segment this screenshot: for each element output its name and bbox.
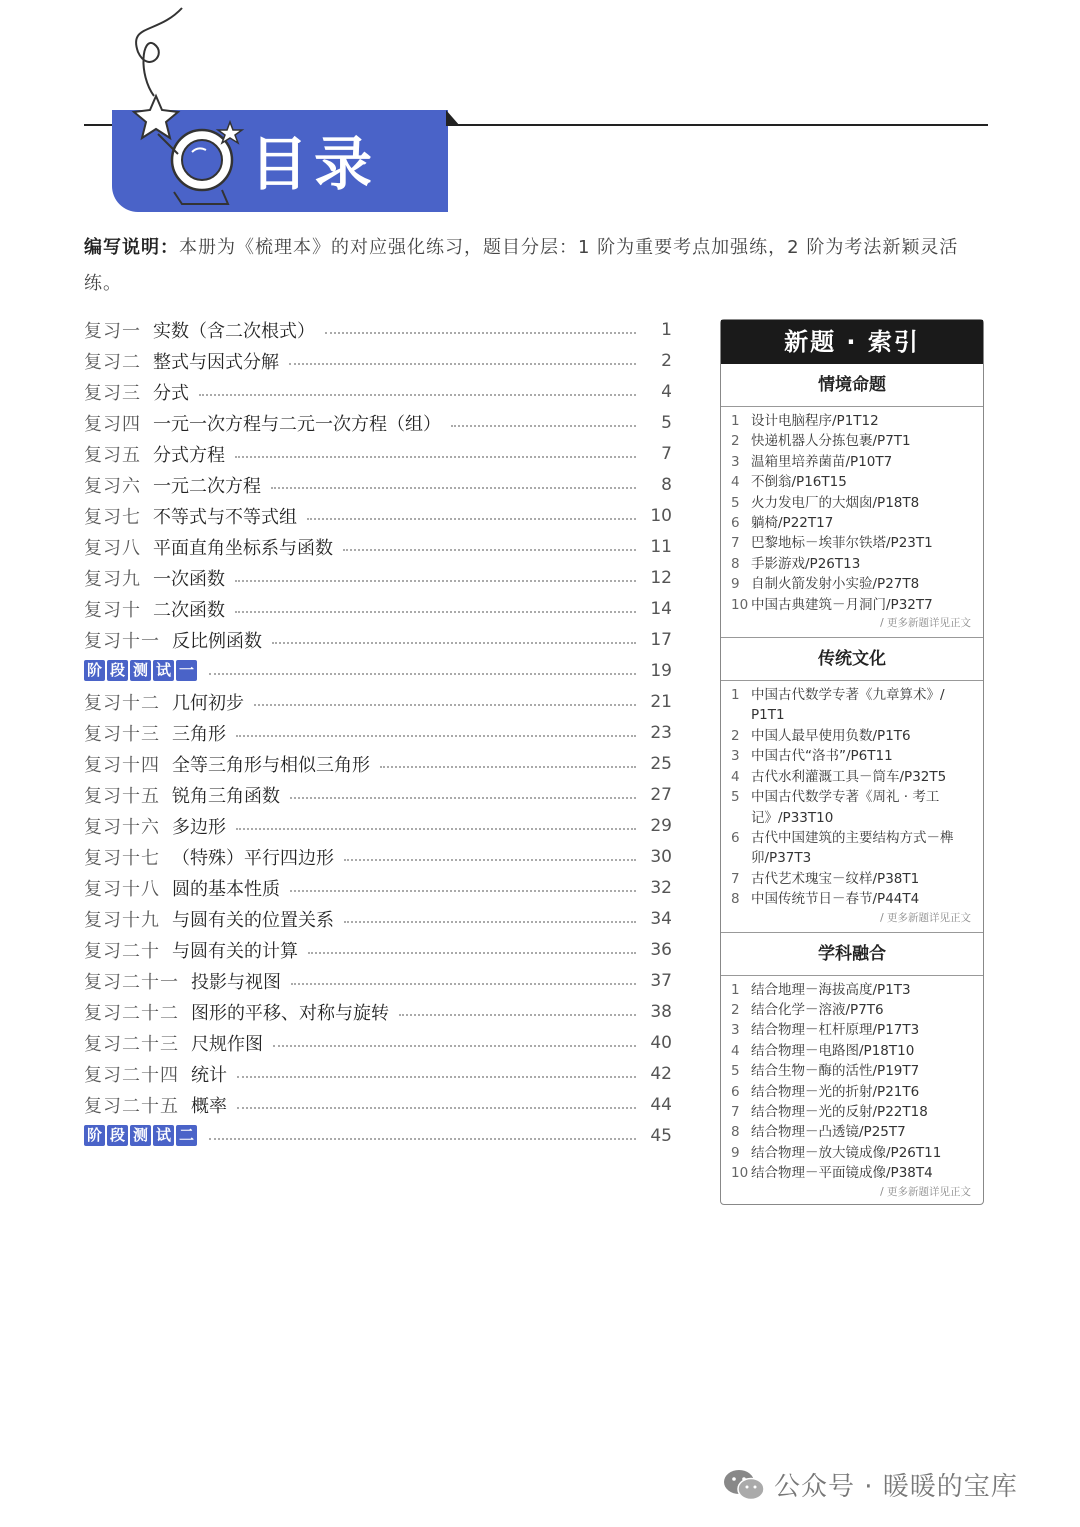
toc-chapter-title: 分式 <box>153 382 189 404</box>
index-item-text: 结合生物－酶的活性/P19T7 <box>751 1063 920 1080</box>
index-item-text: 结合地理－海拔高度/P1T3 <box>751 981 911 998</box>
index-item[interactable] <box>731 533 973 553</box>
toc-row[interactable] <box>84 1089 672 1120</box>
index-item-text: 古代水利灌溉工具－筒车/P32T5 <box>751 768 947 785</box>
toc-page-number: 44 <box>650 1094 672 1115</box>
index-section-heading: 学科融合 <box>721 933 983 976</box>
index-item-text: 快递机器人分拣包裹/P7T1 <box>751 433 911 450</box>
toc-row[interactable] <box>84 934 672 965</box>
toc-chapter-title: 整式与因式分解 <box>153 351 279 373</box>
toc-page-number: 19 <box>650 660 672 681</box>
index-section-heading: 情境命题 <box>721 364 983 407</box>
toc-chapter-number: 复习二十二 <box>84 1002 179 1024</box>
toc-row[interactable] <box>84 407 672 438</box>
toc-chapter-number: 复习十五 <box>84 785 160 807</box>
index-item-text: 躺椅/P22T17 <box>751 515 834 532</box>
index-item-text: 中国人最早使用负数/P1T6 <box>751 727 911 744</box>
toc-chapter-number: 复习十七 <box>84 847 160 869</box>
toc-row[interactable] <box>84 810 672 841</box>
index-item-text: 自制火箭发射小实验/P27T8 <box>751 576 920 593</box>
toc-chapter-number: 复习一 <box>84 320 141 342</box>
toc-row[interactable] <box>84 469 672 500</box>
toc-page-number: 11 <box>650 536 672 557</box>
index-item-number: 6 <box>731 515 740 532</box>
toc-row[interactable] <box>84 1058 672 1089</box>
dot-leader <box>291 983 636 985</box>
toc-chapter-number: 复习二十 <box>84 940 160 962</box>
stage-test-label <box>84 660 199 681</box>
index-item-text: 巴黎地标－埃菲尔铁塔/P23T1 <box>751 535 933 552</box>
index-list <box>721 976 983 1200</box>
index-item-text: 中国古典建筑－月洞门/P32T7 <box>751 596 933 613</box>
toc-page-number: 21 <box>650 691 672 712</box>
toc-chapter-title: 圆的基本性质 <box>172 878 280 900</box>
wechat-icon <box>722 1468 766 1502</box>
toc-page-number: 1 <box>661 319 672 340</box>
toc-chapter-number: 复习六 <box>84 475 141 497</box>
toc-chapter-title: 与圆有关的计算 <box>172 940 298 962</box>
toc-chapter-title: 反比例函数 <box>172 630 262 652</box>
index-item[interactable] <box>731 431 973 451</box>
toc-chapter-number: 复习十四 <box>84 754 160 776</box>
index-item-number: 8 <box>731 555 740 572</box>
index-item-number: 7 <box>731 870 740 887</box>
dot-leader <box>272 642 636 644</box>
toc-page-number: 37 <box>650 970 672 991</box>
index-item[interactable] <box>731 1082 973 1102</box>
index-item[interactable] <box>731 1041 973 1061</box>
dot-leader <box>209 1138 636 1140</box>
toc-row[interactable] <box>84 717 672 748</box>
toc-chapter-number: 复习八 <box>84 537 141 559</box>
index-item-number: 5 <box>731 494 740 511</box>
stage-test-char: 试 <box>153 1125 174 1146</box>
index-item-text: 手影游戏/P26T13 <box>751 555 861 572</box>
toc-row[interactable] <box>84 748 672 779</box>
toc-page-number: 36 <box>650 939 672 960</box>
toc-page-number: 10 <box>650 505 672 526</box>
toc-chapter-number: 复习二十五 <box>84 1095 179 1117</box>
index-section-heading: 传统文化 <box>721 638 983 681</box>
toc-page-number: 14 <box>650 598 672 619</box>
toc-chapter-title: 多边形 <box>172 816 226 838</box>
index-item[interactable] <box>731 889 973 909</box>
compile-note-label: 编写说明： <box>84 237 179 258</box>
toc-stage-test-row[interactable] <box>84 655 672 686</box>
stage-test-char: 阶 <box>84 1125 105 1146</box>
toc-row[interactable] <box>84 686 672 717</box>
index-item-text: 火力发电厂的大烟囱/P18T8 <box>751 494 920 511</box>
index-item-text: 温箱里培养菌苗/P10T7 <box>751 453 893 470</box>
index-item[interactable] <box>731 1061 973 1081</box>
index-item[interactable] <box>731 1163 973 1183</box>
index-item-number: 2 <box>731 433 740 450</box>
toc-chapter-number: 复习七 <box>84 506 141 528</box>
index-item[interactable] <box>731 767 973 787</box>
dot-leader <box>344 921 636 923</box>
toc-page-number: 5 <box>661 412 672 433</box>
toc-row[interactable] <box>84 531 672 562</box>
index-item-number: 6 <box>731 829 740 846</box>
index-item-text: 不倒翁/P16T15 <box>751 474 847 491</box>
toc-row[interactable] <box>84 903 672 934</box>
stage-test-char: 一 <box>176 660 197 681</box>
dot-leader <box>254 704 636 706</box>
dot-leader <box>273 1045 636 1047</box>
toc-chapter-title: 二次函数 <box>153 599 225 621</box>
toc-chapter-title: 投影与视图 <box>191 971 281 993</box>
index-item-text: 中国传统节日－春节/P44T4 <box>751 891 920 908</box>
index-item-number: 9 <box>731 576 740 593</box>
toc-row[interactable] <box>84 779 672 810</box>
toc-chapter-number: 复习三 <box>84 382 141 404</box>
watermark <box>722 1466 1018 1503</box>
index-item[interactable] <box>731 1000 973 1020</box>
index-item[interactable] <box>731 1020 973 1040</box>
toc-row[interactable] <box>84 872 672 903</box>
toc-page-number: 8 <box>661 474 672 495</box>
toc-page-number: 23 <box>650 722 672 743</box>
index-item-text: 古代中国建筑的主要结构方式－榫卯/P37T3 <box>751 829 954 867</box>
dot-leader <box>308 952 636 954</box>
index-item[interactable] <box>731 1122 973 1142</box>
toc-chapter-number: 复习十六 <box>84 816 160 838</box>
index-item-number: 10 <box>731 596 749 613</box>
dot-leader <box>343 549 636 551</box>
toc-chapter-title: 几何初步 <box>172 692 244 714</box>
astronaut-illustration <box>118 4 248 214</box>
stage-test-char: 测 <box>130 660 151 681</box>
index-item[interactable] <box>731 493 973 513</box>
toc-page-number: 40 <box>650 1032 672 1053</box>
index-item-number: 5 <box>731 789 740 806</box>
dot-leader <box>199 394 636 396</box>
dot-leader <box>451 425 636 427</box>
toc-stage-test-row[interactable] <box>84 1120 672 1151</box>
index-item-number: 1 <box>731 413 740 429</box>
index-item-number: 4 <box>731 474 740 491</box>
toc-chapter-title: 一元一次方程与二元一次方程（组） <box>153 413 441 435</box>
toc-row[interactable] <box>84 438 672 469</box>
toc-chapter-number: 复习十二 <box>84 692 160 714</box>
toc-chapter-title: 概率 <box>191 1095 227 1117</box>
toc-row[interactable] <box>84 841 672 872</box>
toc-page-number: 38 <box>650 1001 672 1022</box>
index-item-number: 8 <box>731 1124 740 1141</box>
index-list <box>721 407 983 631</box>
toc-chapter-number: 复习十三 <box>84 723 160 745</box>
index-item[interactable] <box>731 513 973 533</box>
toc-chapter-title: 与圆有关的位置关系 <box>172 909 334 931</box>
index-item[interactable] <box>731 869 973 889</box>
watermark-text: 公众号 · 暖暖的宝库 <box>774 1472 1018 1502</box>
new-question-index-panel <box>720 319 984 1205</box>
toc-chapter-title: 图形的平移、对称与旋转 <box>191 1002 389 1024</box>
toc-chapter-title: 实数（含二次根式） <box>153 320 315 342</box>
dot-leader <box>289 363 636 365</box>
toc-chapter-number: 复习十九 <box>84 909 160 931</box>
index-item-number: 1 <box>731 687 740 704</box>
more-questions-note: / 更多新题详见正文 <box>880 1185 971 1198</box>
index-item-number: 2 <box>731 1001 740 1018</box>
index-item[interactable] <box>731 1102 973 1122</box>
toc-chapter-title: 尺规作图 <box>191 1033 263 1055</box>
toc-chapter-title: 统计 <box>191 1064 227 1086</box>
dot-leader <box>237 1107 636 1109</box>
dot-leader <box>235 456 636 458</box>
index-item[interactable] <box>731 787 973 828</box>
toc-chapter-number: 复习十一 <box>84 630 160 652</box>
stage-test-char: 试 <box>153 660 174 681</box>
stage-test-char: 段 <box>107 660 128 681</box>
index-item-text: 中国古代“洛书”/P6T11 <box>751 748 893 765</box>
index-item[interactable] <box>731 746 973 766</box>
index-item[interactable] <box>731 828 973 869</box>
toc-row[interactable] <box>84 996 672 1027</box>
index-item-number: 1 <box>731 981 740 998</box>
toc-row[interactable] <box>84 376 672 407</box>
dot-leader <box>271 487 636 489</box>
toc-page-number: 2 <box>661 350 672 371</box>
toc-chapter-number: 复习二十四 <box>84 1064 179 1086</box>
toc-page-number: 45 <box>650 1125 672 1146</box>
toc-row[interactable] <box>84 1027 672 1058</box>
index-item[interactable] <box>731 685 973 726</box>
index-item-text: 结合物理－光的折射/P21T6 <box>751 1083 920 1100</box>
toc-chapter-number: 复习十八 <box>84 878 160 900</box>
index-item-number: 8 <box>731 891 740 908</box>
index-item-number: 7 <box>731 1103 740 1120</box>
toc-page-number: 12 <box>650 567 672 588</box>
toc-chapter-title: 锐角三角函数 <box>172 785 280 807</box>
dot-leader <box>325 332 636 334</box>
index-item-number: 3 <box>731 1022 740 1039</box>
index-item-text: 结合物理－电路图/P18T10 <box>751 1042 915 1059</box>
index-item-text: 结合物理－凸透镜/P25T7 <box>751 1124 906 1141</box>
stage-test-char: 段 <box>107 1125 128 1146</box>
dot-leader <box>209 673 636 675</box>
toc-chapter-number: 复习十 <box>84 599 141 621</box>
toc-row[interactable] <box>84 562 672 593</box>
index-item[interactable] <box>731 452 973 472</box>
index-item[interactable] <box>731 554 973 574</box>
index-item[interactable] <box>731 595 973 615</box>
dot-leader <box>237 1076 636 1078</box>
more-questions-note: / 更多新题详见正文 <box>880 617 971 630</box>
index-item-text: 结合化学－溶液/P7T6 <box>751 1001 884 1018</box>
dot-leader <box>399 1014 636 1016</box>
toc-row[interactable] <box>84 345 672 376</box>
index-item[interactable] <box>731 1143 973 1163</box>
compile-note-text: 本册为《梳理本》的对应强化练习，题目分层：1 阶为重要考点加强练，2 阶为考法新颖灵活练。 <box>84 237 959 294</box>
index-item-text: 结合物理－杠杆原理/P17T3 <box>751 1022 920 1039</box>
index-item-number: 7 <box>731 535 740 552</box>
index-item-text: 中国古代数学专著《周礼 · 考工记》/P33T10 <box>751 789 940 826</box>
toc-page-number: 17 <box>650 629 672 650</box>
index-item-number: 6 <box>731 1083 740 1100</box>
toc-chapter-title: （特殊）平行四边形 <box>172 847 334 869</box>
toc-chapter-number: 复习二十一 <box>84 971 179 993</box>
stage-test-char: 测 <box>130 1125 151 1146</box>
toc-row[interactable] <box>84 593 672 624</box>
dot-leader <box>235 580 636 582</box>
index-item[interactable] <box>731 411 973 431</box>
table-of-contents <box>84 314 672 1151</box>
stage-test-char: 二 <box>176 1125 197 1146</box>
dot-leader <box>290 890 636 892</box>
toc-row[interactable] <box>84 314 672 345</box>
toc-chapter-number: 复习九 <box>84 568 141 590</box>
index-item-text: 中国古代数学专著《九章算术》/ P1T1 <box>751 687 945 724</box>
index-item[interactable] <box>731 726 973 746</box>
toc-chapter-number: 复习二 <box>84 351 141 373</box>
index-item-text: 设计电脑程序/P1T12 <box>751 413 879 429</box>
page-title: 目录 <box>250 130 379 198</box>
toc-page-number: 27 <box>650 784 672 805</box>
toc-page-number: 34 <box>650 908 672 929</box>
index-item-number: 3 <box>731 748 740 765</box>
compile-note <box>84 230 990 302</box>
index-item-number: 2 <box>731 727 740 744</box>
index-item[interactable] <box>731 472 973 492</box>
dot-leader <box>344 859 636 861</box>
banner-notch <box>446 110 460 126</box>
dot-leader <box>235 611 636 613</box>
toc-chapter-title: 三角形 <box>172 723 226 745</box>
toc-page-number: 42 <box>650 1063 672 1084</box>
dot-leader <box>290 797 636 799</box>
toc-chapter-title: 平面直角坐标系与函数 <box>153 537 333 559</box>
toc-chapter-title: 一次函数 <box>153 568 225 590</box>
index-item-text: 结合物理－平面镜成像/P38T4 <box>751 1165 933 1182</box>
index-item[interactable] <box>731 980 973 1000</box>
toc-page-number: 4 <box>661 381 672 402</box>
toc-chapter-title: 分式方程 <box>153 444 225 466</box>
toc-row[interactable] <box>84 624 672 655</box>
toc-chapter-title: 一元二次方程 <box>153 475 261 497</box>
toc-chapter-title: 不等式与不等式组 <box>153 506 297 528</box>
toc-page-number: 25 <box>650 753 672 774</box>
toc-page-number: 30 <box>650 846 672 867</box>
index-item-number: 3 <box>731 453 740 470</box>
panel-title: 新题 · 索引 <box>721 320 983 364</box>
toc-chapter-number: 复习五 <box>84 444 141 466</box>
toc-row[interactable] <box>84 965 672 996</box>
index-item-number: 4 <box>731 768 740 785</box>
index-item-text: 结合物理－放大镜成像/P26T11 <box>751 1144 942 1161</box>
more-questions-note: / 更多新题详见正文 <box>880 911 971 924</box>
dot-leader <box>236 735 636 737</box>
toc-chapter-title: 全等三角形与相似三角形 <box>172 754 370 776</box>
index-item-text: 古代艺术瑰宝－纹样/P38T1 <box>751 870 920 887</box>
dot-leader <box>236 828 636 830</box>
toc-page-number: 32 <box>650 877 672 898</box>
index-item-number: 4 <box>731 1042 740 1059</box>
dot-leader <box>307 518 636 520</box>
index-list <box>721 681 983 925</box>
dot-leader <box>380 766 636 768</box>
index-item[interactable] <box>731 574 973 594</box>
index-item-number: 10 <box>731 1165 749 1182</box>
toc-page-number: 7 <box>661 443 672 464</box>
stage-test-label <box>84 1125 199 1146</box>
index-item-number: 9 <box>731 1144 740 1161</box>
index-item-text: 结合物理－光的反射/P22T18 <box>751 1103 928 1120</box>
index-item-number: 5 <box>731 1063 740 1080</box>
toc-chapter-number: 复习四 <box>84 413 141 435</box>
toc-page-number: 29 <box>650 815 672 836</box>
toc-chapter-number: 复习二十三 <box>84 1033 179 1055</box>
stage-test-char: 阶 <box>84 660 105 681</box>
toc-row[interactable] <box>84 500 672 531</box>
